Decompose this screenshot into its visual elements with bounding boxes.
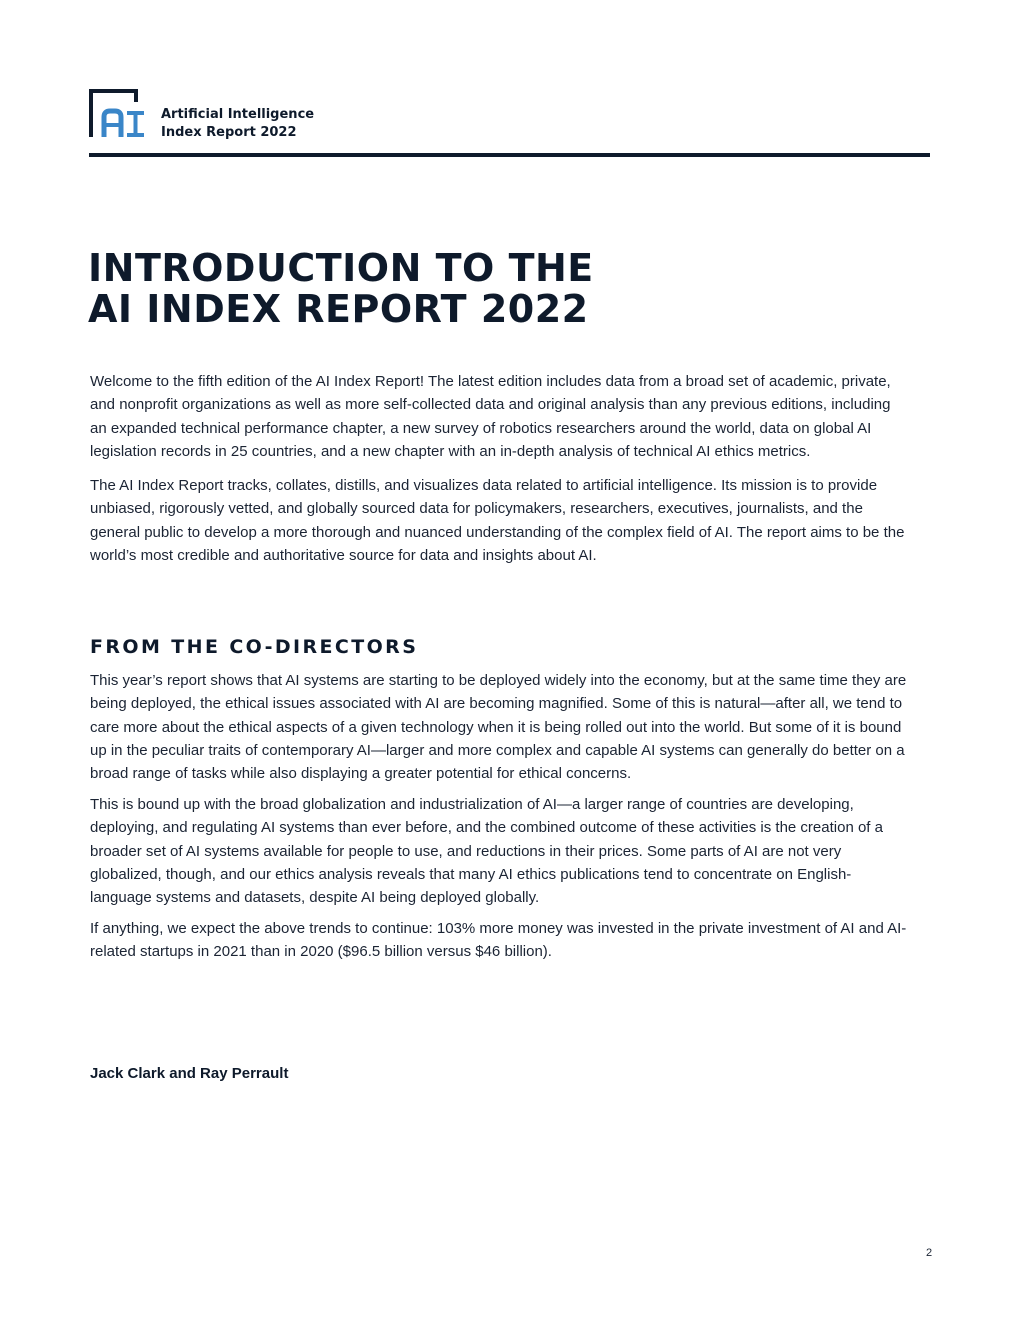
intro-paragraph-1: Welcome to the fifth edition of the AI Index Report! The latest edition includes data from a broad set of academic, private, and nonprofit organizations as well as more self-collected data and original analysis than any previous editions, including an expanded technical performance chapter, a new survey of robotics researchers around the world, data on global AI legislation records in 25 countries, and a new chapter with an in-depth analysis of technical AI ethics metrics.	[90, 373, 891, 460]
page-number: 2	[926, 1247, 933, 1259]
page-title-line2: AI INDEX REPORT 2022	[88, 287, 589, 331]
co-directors-section	[90, 669, 910, 971]
co-directors-paragraph-2: This is bound up with the broad globalization and industrialization of AI—a larger range of countries are developing, deploying, and regulating AI systems than ever before, and the combined outcome of these activities is the creation of a broader set of AI systems available for people to use, and reductions in their prices. Some parts of AI are not very globalized, though, and our ethics analysis reveals that many AI ethics publications tend to concentrate on English-language systems and datasets, despite AI being deployed globally.	[90, 795, 883, 907]
page-title-line1: INTRODUCTION TO THE	[88, 246, 594, 290]
page-title	[88, 248, 594, 330]
report-name-line1: Artificial Intelligence	[161, 107, 315, 122]
section-heading-co-directors: FROM THE CO-DIRECTORS	[90, 636, 419, 658]
signature: Jack Clark and Ray Perrault	[90, 1065, 289, 1082]
intro-section	[90, 370, 910, 578]
report-header	[89, 89, 930, 157]
header-divider	[89, 153, 930, 157]
report-name	[161, 106, 314, 142]
report-name-line2: Index Report 2022	[161, 125, 297, 140]
intro-paragraph-2: The AI Index Report tracks, collates, distills, and visualizes data related to artificial intelligence. Its mission is to provide unbiased, rigorously vetted, and globally sourced data for policymakers, researchers, executives, journalists, and the general public to develop a more thorough and nuanced understanding of the complex field of AI. The report aims to be the world’s most credible and authoritative source for data and insights about AI.	[90, 477, 905, 565]
co-directors-paragraph-1: This year’s report shows that AI systems are starting to be deployed widely into the economy, but at the same time they are being deployed, the ethical issues associated with AI are becoming magnified. Some of this is natural—after all, we tend to care more about the ethical aspects of a given technology when it is being rolled out into the world. But some of it is bound up in the peculiar traits of contemporary AI—larger and more complex and capable AI systems can generally do better on a broad range of tasks while also displaying a greater potential for ethical concerns.	[90, 672, 907, 783]
ai-index-logo-icon	[89, 89, 149, 141]
co-directors-paragraph-3: If anything, we expect the above trends to continue: 103% more money was invested in the private investment of AI and AI-related startups in 2021 than in 2020 ($96.5 billion versus $46 billion).	[90, 919, 907, 961]
